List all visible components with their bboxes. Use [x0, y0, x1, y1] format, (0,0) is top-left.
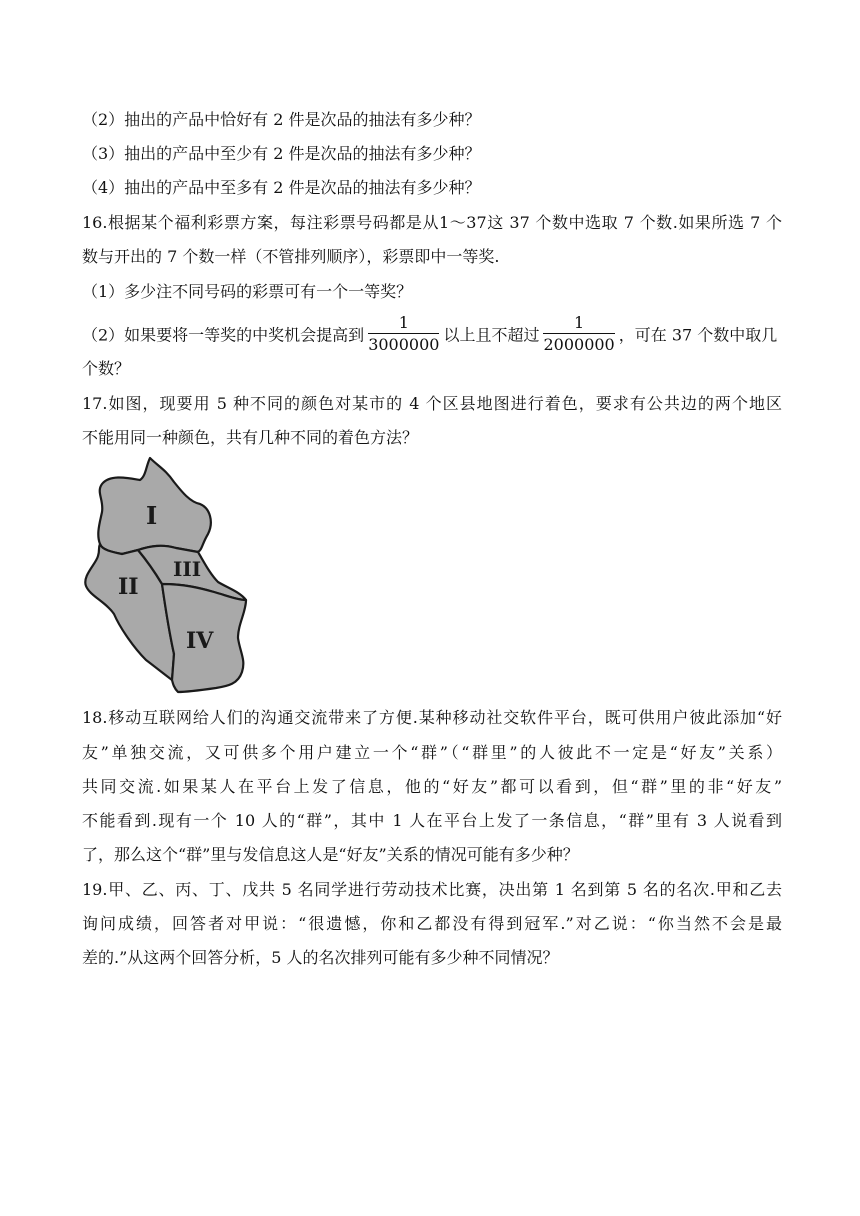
q16-sub1: （1）多少注不同号码的彩票可有一个一等奖？ [82, 282, 413, 301]
q15-sub2: （2）抽出的产品中恰好有 2 件是次品的抽法有多少种？ [82, 110, 481, 129]
fraction-denominator: 3000000 [368, 335, 440, 354]
map-label-region-2: II [118, 574, 139, 600]
q16-sub2-end: 个数？ [82, 359, 131, 378]
q16-sub2-pre: （2）如果要将一等奖的中奖机会提高到 [82, 325, 365, 345]
q17-line1: 17.如图，现要用 5 种不同的颜色对某市的 4 个区县地图进行着色，要求有公共边的两个地区 [82, 394, 782, 413]
q15-sub4: （4）抽出的产品中至多有 2 件是次品的抽法有多少种？ [82, 178, 481, 197]
fraction-denominator: 2000000 [543, 335, 615, 354]
q16-sub2 [82, 313, 782, 356]
fraction-numerator: 1 [368, 314, 439, 334]
fraction-numerator: 1 [543, 314, 614, 334]
q15-sub3: （3）抽出的产品中至少有 2 件是次品的抽法有多少种？ [82, 144, 481, 163]
q19-line2: 询问成绩，回答者对甲说：“很遗憾，你和乙都没有得到冠军.”对乙说：“你当然不会是最 [82, 914, 782, 933]
q18-line3: 共同交流.如果某人在平台上发了信息，他的“好友”都可以看到，但“群”里的非“好友” [82, 777, 782, 796]
q16-sub2-post: ，可在 37 个数中取几 [618, 325, 778, 345]
map-label-region-1: I [146, 501, 158, 530]
q17-line2: 不能用同一种颜色，共有几种不同的着色方法？ [82, 428, 419, 447]
q19-line1: 19.甲、乙、丙、丁、戊共 5 名同学进行劳动技术比赛，决出第 1 名到第 5 名的名次.甲和乙去 [82, 880, 782, 899]
q18-line4: 不能看到.现有一个 10 人的“群”，其中 1 人在平台上发了一条信息，“群”里有 3 人说看到 [82, 811, 782, 830]
q18-line2: 友”单独交流，又可供多个用户建立一个“群”（“群里”的人彼此不一定是“好友”关系） [82, 743, 782, 762]
q19-line3: 差的.”从这两个回答分析，5 人的名次排列可能有多少种不同情况？ [82, 948, 559, 967]
fraction-1-over-3000000 [368, 314, 439, 354]
q16-sub2-mid: 以上且不超过 [443, 325, 540, 345]
map-label-region-4: IV [186, 628, 214, 654]
district-map-figure [78, 452, 250, 700]
q18-line5: 了，那么这个“群”里与发信息这人是“好友”关系的情况可能有多少种？ [82, 845, 579, 864]
q16-line2: 数与开出的 7 个数一样（不管排列顺序），彩票即中一等奖. [82, 247, 500, 266]
map-label-region-3: III [173, 557, 202, 581]
fraction-1-over-2000000 [543, 314, 614, 354]
q18-line1: 18.移动互联网给人们的沟通交流带来了方便.某种移动社交软件平台，既可供用户彼此添加“好 [82, 708, 782, 727]
q16-line1: 16.根据某个福利彩票方案，每注彩票号码都是从1～37这 37 个数中选取 7 个数.如果所选 7 个 [82, 213, 782, 232]
